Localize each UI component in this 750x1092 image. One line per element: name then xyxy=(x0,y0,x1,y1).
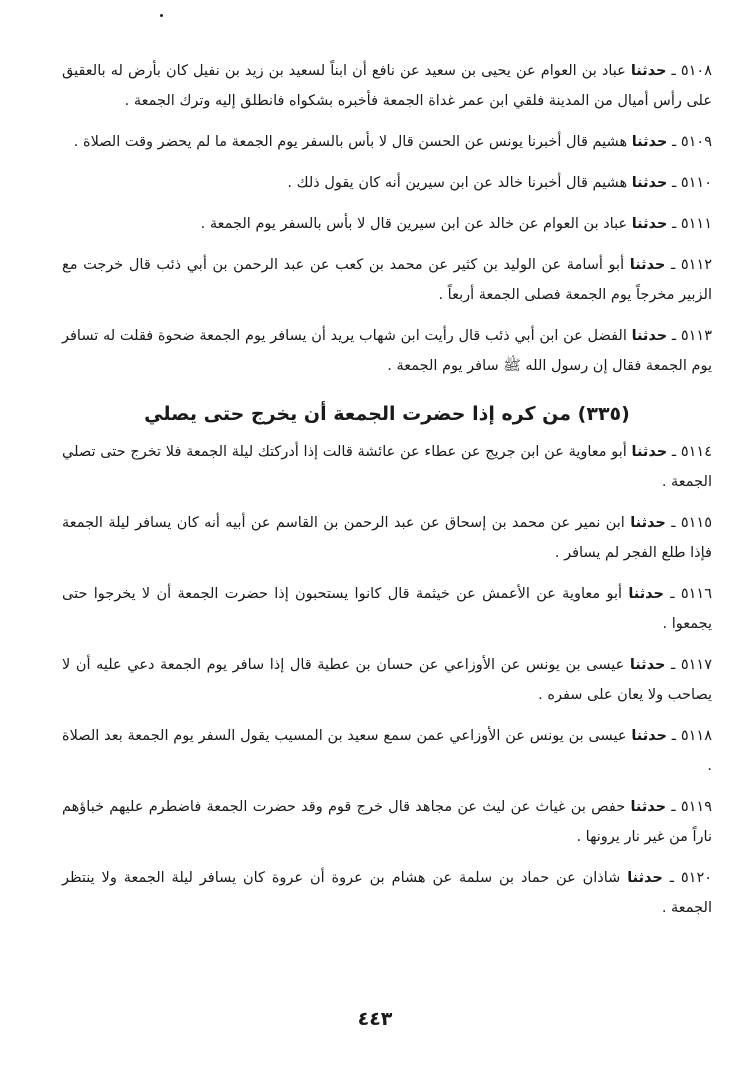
separator: ـ xyxy=(665,657,681,673)
hadith-lead: حدثنا xyxy=(630,515,666,531)
hadith-text: عيسى بن يونس عن الأوزاعي عن حسان بن عطية قال إذا سافر يوم الجمعة دعي عليه أن لا يصاحب ولا يعان على سفره . xyxy=(62,657,712,703)
hadith-text: حفص بن غياث عن ليث عن مجاهد قال خرج قوم وقد حضرت الجمعة فاضطرم عليهم خباؤهم ناراً من غير نار يرونها . xyxy=(62,799,712,845)
hadith-number: ٥١٢٠ xyxy=(680,870,713,886)
hadith-text: عيسى بن يونس عن الأوزاعي عمن سمع سعيد بن المسيب يقول السفر يوم الجمعة بعد الصلاة . xyxy=(62,728,712,774)
hadith-text: عباد بن العوام عن يحيى بن سعيد عن نافع أن ابناً لسعيد بن زيد بن نفيل كان بأرض له بالعقيق على رأس أميال من المدينة فلقي ابن عمر غداة الجمعة فأخبره بشكواه فانطلق إليه وترك الجمعة . xyxy=(62,63,712,109)
hadith-5111 xyxy=(62,209,712,239)
hadith-5112 xyxy=(62,250,712,310)
hadith-text: هشيم قال أخبرنا خالد عن ابن سيرين أنه كان يقول ذلك . xyxy=(287,175,628,191)
hadith-5118 xyxy=(62,721,712,781)
separator: ـ xyxy=(666,728,681,744)
hadith-lead: حدثنا xyxy=(629,257,666,273)
hadith-lead: حدثنا xyxy=(630,63,667,79)
separator: ـ xyxy=(667,328,681,344)
hadith-number: ٥١١٩ xyxy=(680,799,712,815)
separator: ـ xyxy=(664,586,681,602)
separator: ـ xyxy=(665,515,681,531)
hadith-lead: حدثنا xyxy=(631,728,667,744)
page-number: ٤٤٣ xyxy=(357,1008,393,1030)
chapter-title: (٣٣٥) من كره إذا حضرت الجمعة أن يخرج حتى يصلي xyxy=(144,403,630,425)
hadith-number: ٥١١٤ xyxy=(680,444,713,460)
hadith-text: الفضل عن ابن أبي ذئب قال رأيت ابن شهاب يريد أن يسافر يوم الجمعة ضحوة فقلت له تسافر يوم الجمعة فقال إن رسول الله ﷺ سافر يوم الجمعة . xyxy=(62,328,712,374)
hadith-text: أبو معاوية عن ابن جريج عن عطاء عن عائشة قالت إذا أدركتك ليلة الجمعة فلا تخرج حتى تصلي الجمعة . xyxy=(62,444,712,490)
hadith-number: ٥١١٠ xyxy=(680,175,712,191)
hadith-number: ٥١١٣ xyxy=(680,328,713,344)
hadith-lead: حدثنا xyxy=(629,657,666,673)
separator: ـ xyxy=(667,134,681,150)
hadith-number: ٥١١٧ xyxy=(680,657,713,673)
hadith-5113 xyxy=(62,321,712,381)
hadith-text: أبو أسامة عن الوليد بن كثير عن محمد بن كعب عن عبد الرحمن بن أبي ذئب قال خرجت مع الزبير مخرجاً يوم الجمعة فصلى الجمعة أربعاً . xyxy=(62,257,712,303)
hadith-number: ٥١٠٨ xyxy=(680,63,713,79)
hadith-5115 xyxy=(62,508,712,568)
hadith-lead: حدثنا xyxy=(631,328,668,344)
hadith-number: ٥١١١ xyxy=(680,216,712,232)
separator: ـ xyxy=(667,216,681,232)
document-page xyxy=(62,56,712,934)
hadith-5110 xyxy=(62,168,712,198)
hadith-lead: حدثنا xyxy=(630,799,667,815)
stray-dot xyxy=(160,14,163,17)
hadith-lead: حدثنا xyxy=(627,870,663,886)
hadith-5114 xyxy=(62,437,712,497)
hadith-number: ٥١٠٩ xyxy=(680,134,712,150)
hadith-5120 xyxy=(62,863,712,923)
separator: ـ xyxy=(667,175,681,191)
hadith-text: عباد بن العوام عن خالد عن ابن سيرين قال لا بأس بالسفر يوم الجمعة . xyxy=(200,216,628,232)
separator: ـ xyxy=(666,799,681,815)
hadith-5119 xyxy=(62,792,712,852)
hadith-number: ٥١١٢ xyxy=(680,257,713,273)
hadith-text: شاذان عن حماد بن سلمة عن هشام بن عروة أن عروة كان يسافر ليلة الجمعة ولا ينتظر الجمعة . xyxy=(62,870,712,916)
hadith-text: ابن نمير عن محمد بن إسحاق عن عبد الرحمن بن القاسم عن أبيه أنه كان يسافر ليلة الجمعة فإذا طلع الفجر لم يسافر . xyxy=(62,515,712,561)
separator: ـ xyxy=(667,444,681,460)
hadith-text: أبو معاوية عن الأعمش عن خيثمة قال كانوا يستحبون إذا حضرت الجمعة أن لا يخرجوا حتى يجمعوا . xyxy=(62,586,712,632)
hadith-5108 xyxy=(62,56,712,116)
hadith-number: ٥١١٨ xyxy=(680,728,712,744)
hadith-lead: حدثنا xyxy=(631,175,668,191)
hadith-5116 xyxy=(62,579,712,639)
hadith-lead: حدثنا xyxy=(631,216,668,232)
hadith-5109 xyxy=(62,127,712,157)
separator: ـ xyxy=(665,257,681,273)
hadith-text: هشيم قال أخبرنا يونس عن الحسن قال لا بأس بالسفر يوم الجمعة ما لم يحضر وقت الصلاة . xyxy=(73,134,628,150)
hadith-lead: حدثنا xyxy=(631,444,668,460)
hadith-lead: حدثنا xyxy=(631,134,668,150)
separator: ـ xyxy=(662,870,681,886)
hadith-number: ٥١١٦ xyxy=(680,586,713,602)
hadith-5117 xyxy=(62,650,712,710)
separator: ـ xyxy=(666,63,681,79)
hadith-lead: حدثنا xyxy=(628,586,664,602)
hadith-number: ٥١١٥ xyxy=(680,515,713,531)
